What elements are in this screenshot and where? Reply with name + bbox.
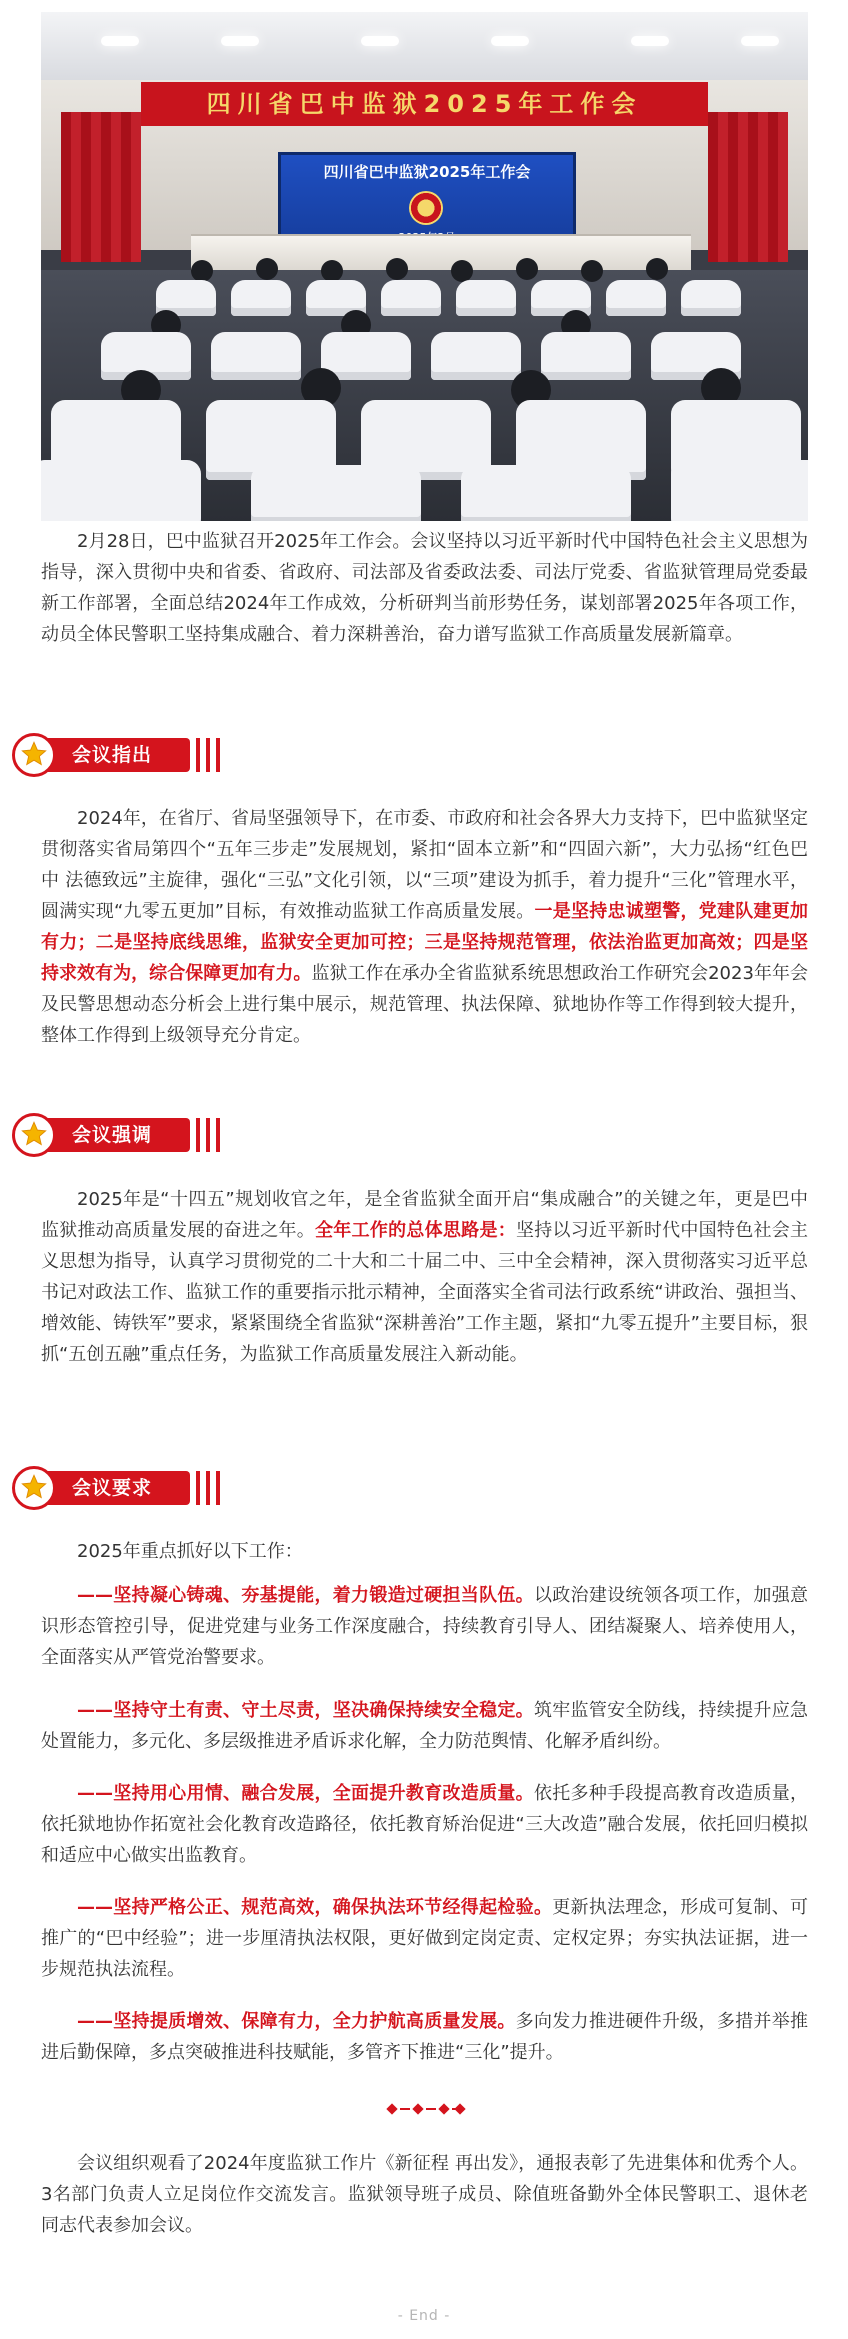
emphasized-text-a: 2025年是“十四五”规划收官之年，是全省监狱全面开启“集成融合”的关键之年，更是巴中监狱推动高质量发展的奋进之年。 (41, 1189, 808, 1241)
emphasized-highlight: 全年工作的总体思路是： (315, 1220, 516, 1241)
required-item-4 (41, 1892, 808, 1985)
section-header-pointed (0, 735, 230, 775)
required-item-text: 更新执法理念，形成可复制、可推广的“巴中经验”；进一步厘清执法权限，更好做到定岗定责、定权定界；夯实执法证据，进一步规范执法流程。 (41, 1897, 808, 1980)
end-marker: - End - (397, 2308, 451, 2324)
required-item-2 (41, 1695, 808, 1757)
pointed-paragraph (41, 803, 808, 1051)
section-title: 会议指出 (72, 744, 153, 766)
closing-paragraph: 会议组织观看了2024年度监狱工作片《新征程 再出发》，通报表彰了先进集体和优秀个人。3名部门负责人立足岗位作交流发言。监狱领导班子成员、除值班备勤外全体民警职工、退休老同志代表参加会议。 (41, 2153, 808, 2236)
star-icon (12, 1113, 56, 1157)
required-item-highlight: ——坚持守土有责、守土尽责，坚决确保持续安全稳定。 (77, 1700, 534, 1721)
curtain-right (708, 112, 788, 262)
required-item-5 (41, 2006, 808, 2068)
ceiling (41, 12, 808, 80)
emphasized-paragraph (41, 1184, 808, 1370)
meeting-photo (41, 12, 808, 521)
required-item-highlight: ——坚持用心用情、融合发展，全面提升教育改造质量。 (77, 1783, 534, 1804)
intro-paragraph: 2月28日，巴中监狱召开2025年工作会。会议坚持以习近平新时代中国特色社会主义思想为指导，深入贯彻中央和省委、省政府、司法部及省委政法委、司法厅党委、省监狱管理局党委最新工作部署，全面总结2024年工作成效，分析研判当前形势任务，谋划部署2025年各项工作，动员全体民警职工坚持集成融合、着力深耕善治，奋力谱写监狱工作高质量发展新篇章。 (41, 531, 808, 645)
emphasized-text-b: 坚持以习近平新时代中国特色社会主义思想为指导，认真学习贯彻党的二十大和二十届二中、三中全会精神，深入贯彻落实习近平总书记对政法工作、监狱工作的重要指示批示精神，全面落实全省司法行政系统“讲政治、强担当、增效能、铸铁军”要求，紧紧围绕全省监狱“深耕善治”工作主题，紧扣“九零五提升”主要目标，狠抓“五创五融”重点任务，为监狱工作高质量发展注入新动能。 (41, 1220, 809, 1365)
pointed-highlight: 一是坚持忠诚塑警，党建队建更加有力；二是坚持底线思维，监狱安全更加可控；三是坚持规范管理，依法治监更加高效；四是坚持求效有为，综合保障更加有力。 (41, 901, 808, 984)
section-title: 会议要求 (72, 1477, 153, 1499)
star-icon (12, 1466, 56, 1510)
required-item-highlight: ——坚持提质增效、保障有力，全力护航高质量发展。 (77, 2011, 516, 2032)
pointed-text-b: 监狱工作在承办全省监狱系统思想政治工作研究会2023年年会及民警思想动态分析会上进行集中展示，规范管理、执法保障、狱地协作等工作得到较大提升，整体工作得到上级领导充分肯定。 (41, 963, 809, 1046)
required-item-highlight: ——坚持凝心铸魂、夯基提能，着力锻造过硬担当队伍。 (77, 1585, 534, 1606)
required-lead: 2025年重点抓好以下工作： (77, 1541, 303, 1562)
banner: 四川省巴中监狱2025年工作会 (141, 82, 708, 126)
star-icon (12, 733, 56, 777)
required-item-1 (41, 1580, 808, 1673)
required-item-3 (41, 1778, 808, 1871)
section-header-required (0, 1468, 230, 1508)
diamond-divider-icon (384, 2102, 464, 2116)
pointed-text-a: 2024年，在省厅、省局坚强领导下，在市委、市政府和社会各界大力支持下，巴中监狱坚定贯彻落实省局第四个“五年三步走”发展规划，紧扣“固本立新”和“四固六新”，大力弘扬“红色巴中 法德致远”主旋律，强化“三弘”文化引领，以“三项”建设为抓手，着力提升“三化”管理水平，圆满实现“九零五更加”目标，有效推动监狱工作高质量发展。 (41, 808, 808, 922)
required-item-highlight: ——坚持严格公正、规范高效，确保执法环节经得起检验。 (77, 1897, 553, 1918)
required-item-text: 多向发力推进硬件升级，多措并举推进后勤保障，多点突破推进科技赋能，多管齐下推进“三化”提升。 (41, 2011, 808, 2063)
required-item-text: 以政治建设统领各项工作，加强意识形态管控引导，促进党建与业务工作深度融合，持续教育引导人、团结凝聚人、培养使用人，全面落实从严管党治警要求。 (41, 1585, 809, 1668)
required-item-text: 依托多种手段提高教育改造质量，依托狱地协作拓宽社会化教育改造路径，依托教育矫治促进“三大改造”融合发展，依托回归模拟和适应中心做实出监教育。 (41, 1783, 809, 1866)
section-title: 会议强调 (72, 1124, 153, 1146)
audience-hall (41, 270, 808, 521)
required-item-text: 筑牢监管安全防线，持续提升应急处置能力，多元化、多层级推进矛盾诉求化解，全力防范舆情、化解矛盾纠纷。 (41, 1700, 809, 1752)
screen-title: 四川省巴中监狱2025年工作会 (323, 163, 531, 181)
section-header-emphasized (0, 1115, 230, 1155)
curtain-left (61, 112, 141, 262)
police-emblem-icon (409, 191, 443, 225)
